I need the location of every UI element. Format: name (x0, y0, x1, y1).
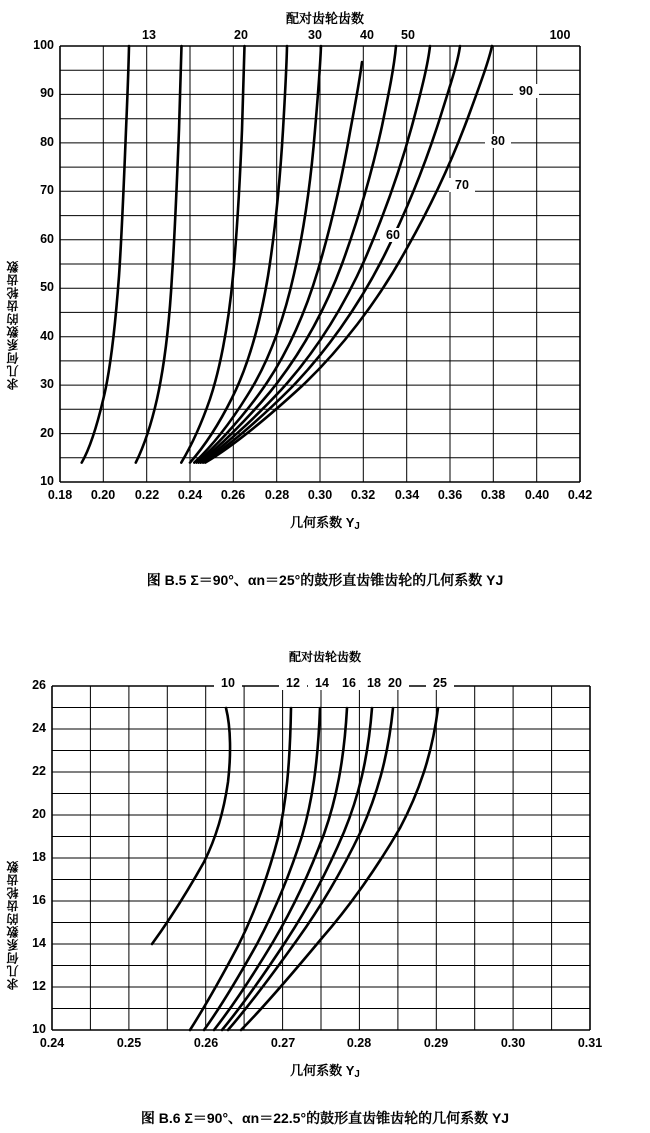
fig1-y-tick-50: 50 (40, 280, 54, 294)
fig1-top-tick-50: 50 (401, 28, 415, 42)
fig2-top-title: 配对齿轮齿数 (288, 650, 361, 664)
fig2-x-tick-0: 0.24 (39, 1036, 65, 1050)
fig2-x-tick-2: 0.26 (193, 1036, 219, 1050)
fig1-x-tick-3: 0.24 (177, 488, 203, 502)
fig2-top-label-25: 25 (426, 676, 454, 690)
fig1-top-tick-40: 40 (360, 28, 374, 42)
fig1-top-tick-30: 30 (308, 28, 322, 42)
fig1-y-axis-label: 求几何系数的齿轮齿数 (6, 260, 20, 390)
fig2-top-label-18: 18 (360, 676, 388, 690)
fig2-y-axis-label: 求几何系数的齿轮齿数 (6, 860, 20, 990)
fig1-x-tick-6: 0.30 (307, 488, 333, 502)
fig1-x-tick-12: 0.42 (567, 488, 593, 502)
fig1-y-tick-90: 90 (40, 86, 54, 100)
fig2-x-axis-label-sub: J (354, 1068, 360, 1080)
fig2-x-tick-4: 0.28 (346, 1036, 372, 1050)
fig1-plot (0, 0, 650, 560)
fig1-x-tick-10: 0.38 (480, 488, 506, 502)
fig2-y-tick-26: 26 (32, 678, 46, 692)
fig2-x-tick-1: 0.25 (116, 1036, 142, 1050)
fig2-y-tick-20: 20 (32, 807, 46, 821)
fig1-x-tick-4: 0.26 (220, 488, 246, 502)
fig1-top-title: 配对齿轮齿数 (285, 11, 364, 26)
fig2-top-label-14: 14 (308, 676, 336, 690)
fig1-y-tick-80: 80 (40, 135, 54, 149)
fig2-top-label-20: 20 (381, 676, 409, 690)
fig2-top-label-16: 16 (335, 676, 363, 690)
fig1-x-axis-label-text: 几何系数 Y (290, 515, 355, 530)
fig1-y-tick-20: 20 (40, 426, 54, 440)
fig2-plot (0, 670, 650, 1090)
fig2-y-tick-18: 18 (32, 850, 46, 864)
fig1-top-tick-13: 13 (142, 28, 156, 42)
fig1-x-axis-label-sub: J (354, 520, 360, 532)
fig1-top-tick-100: 100 (549, 28, 571, 42)
fig1-x-tick-2: 0.22 (134, 488, 160, 502)
fig1-x-tick-0: 0.18 (47, 488, 73, 502)
figure-b6 (0, 620, 650, 1126)
fig2-top-label-10: 10 (214, 676, 242, 690)
fig2-top-label-12: 12 (279, 676, 307, 690)
fig2-x-axis-label-text: 几何系数 Y (290, 1063, 355, 1078)
fig2-x-tick-5: 0.29 (423, 1036, 449, 1050)
fig1-x-tick-5: 0.28 (264, 488, 290, 502)
fig1-caption: 图 B.5 Σ＝90°、αn＝25°的鼓形直齿锥齿轮的几何系数 YJ (146, 572, 504, 588)
fig1-curve-label-90: 90 (513, 84, 539, 98)
fig2-caption: 图 B.6 Σ＝90°、αn＝22.5°的鼓形直齿锥齿轮的几何系数 YJ (140, 1110, 510, 1126)
fig1-x-tick-1: 0.20 (90, 488, 116, 502)
fig2-y-tick-24: 24 (32, 721, 46, 735)
fig1-curve-label-70: 70 (449, 178, 475, 192)
fig1-y-tick-70: 70 (40, 183, 54, 197)
fig1-curve-label-60: 60 (380, 228, 406, 242)
fig2-y-tick-14: 14 (32, 936, 46, 950)
fig1-x-tick-11: 0.40 (524, 488, 550, 502)
fig1-y-tick-30: 30 (40, 377, 54, 391)
fig2-y-tick-12: 12 (32, 979, 46, 993)
fig1-top-tick-20: 20 (234, 28, 248, 42)
fig1-y-tick-100: 100 (33, 38, 54, 52)
fig2-y-tick-10: 10 (32, 1022, 46, 1036)
fig2-y-tick-16: 16 (32, 893, 46, 907)
fig1-y-tick-60: 60 (40, 232, 54, 246)
fig1-y-tick-10: 10 (40, 474, 54, 488)
fig1-curve-label-80: 80 (485, 134, 511, 148)
fig1-x-tick-9: 0.36 (437, 488, 463, 502)
fig2-x-tick-7: 0.31 (577, 1036, 603, 1050)
fig1-x-tick-7: 0.32 (350, 488, 376, 502)
fig2-x-tick-3: 0.27 (270, 1036, 296, 1050)
fig1-x-tick-8: 0.34 (394, 488, 420, 502)
fig2-x-axis-label (0, 1060, 650, 1080)
fig2-x-tick-6: 0.30 (500, 1036, 526, 1050)
fig1-x-axis-label (0, 512, 650, 532)
fig1-y-tick-40: 40 (40, 329, 54, 343)
fig2-y-tick-22: 22 (32, 764, 46, 778)
